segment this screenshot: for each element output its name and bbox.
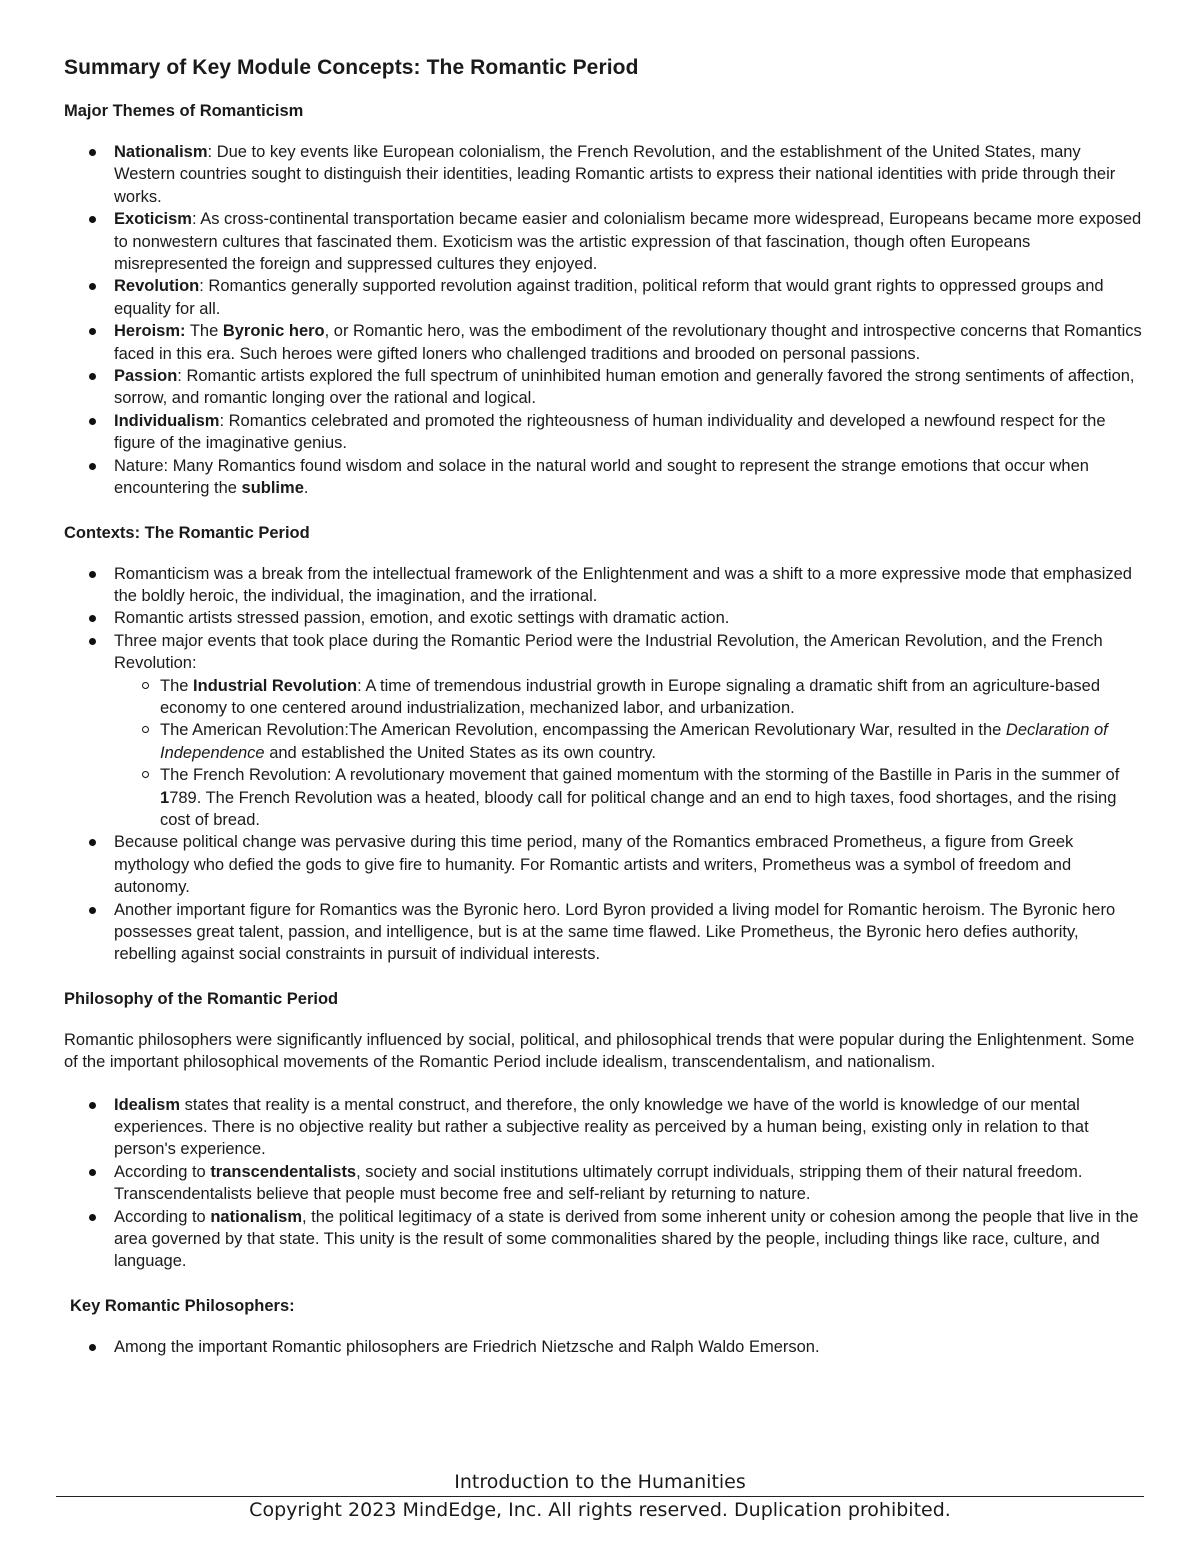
list-item: Nature: Many Romantics found wisdom and solace in the natural world and sought to represent the strange emotions that occur when encountering the sublime. [64, 455, 1144, 500]
list-item: Revolution: Romantics generally supported revolution against tradition, political reform that would grant rights to oppressed groups and equality for all. [64, 275, 1144, 320]
list-item: Passion: Romantic artists explored the full spectrum of uninhibited human emotion and generally favored the strong sentiments of affection, sorrow, and romantic longing over the rational and logical. [64, 365, 1144, 410]
document-page [64, 56, 1144, 1382]
term: Individualism [114, 411, 220, 430]
copyright-notice: Copyright 2023 MindEdge, Inc. All rights reserved. Duplication prohibited. [249, 1499, 951, 1521]
page-footer [56, 1470, 1144, 1523]
term: Industrial Revolution [193, 676, 358, 695]
list-item: Because political change was pervasive during this time period, many of the Romantics embraced Prometheus, a figure from Greek mythology who defied the gods to give fire to humanity. For Romantic artists and writers, Prometheus was a symbol of freedom and autonomy. [64, 831, 1144, 898]
term: transcendentalists [210, 1162, 357, 1181]
term: Idealism [114, 1095, 181, 1114]
contexts-list [64, 563, 1144, 966]
list-item: Individualism: Romantics celebrated and promoted the righteousness of human individuality and developed a newfound respect for the figure of the imaginative genius. [64, 410, 1144, 455]
philosophers-heading: Key Romantic Philosophers: [70, 1296, 295, 1315]
document-title: Summary of Key Module Concepts: The Romantic Period [64, 56, 639, 79]
philosophy-heading: Philosophy of the Romantic Period [64, 989, 339, 1008]
list-item: Exoticism: As cross-continental transportation became easier and colonialism became more widespread, Europeans became more exposed to nonwestern cultures that fascinated them. Exoticism was the artistic expression of that fascination, though often Europeans misrepresented the foreign and suppressed cultures they enjoyed. [64, 208, 1144, 275]
term: sublime [241, 479, 304, 498]
list-item: Three major events that took place during the Romantic Period were the Industrial Revolution, the American Revolution, and the French Revolution: The Industrial Revolution: A time of tremendous industrial growth in Europe signaling a dramatic shift from an agriculture-based economy to one centered around industrialization, mechanized labor, and urbanization. The American Revolution:The American Revolution, encompassing the American Revolutionary War, resulted in the Declaration of Independence and established the United States as its own country. The French Revolution: A revolutionary movement that gained momentum with the storming of the Bastille in Paris in the summer of 1789. The French Revolution was a heated, bloody call for political change and an end to high taxes, food shortages, and the rising cost of bread. [64, 630, 1144, 832]
list-item: The French Revolution: A revolutionary movement that gained momentum with the storming of the Bastille in Paris in the summer of 1789. The French Revolution was a heated, bloody call for political change and an end to high taxes, food shortages, and the rising cost of bread. [114, 764, 1144, 831]
course-title: Introduction to the Humanities [56, 1470, 1144, 1497]
philosophy-list [64, 1094, 1144, 1273]
list-item: Another important figure for Romantics was the Byronic hero. Lord Byron provided a living model for Romantic heroism. The Byronic hero possesses great talent, passion, and intelligence, but is at the same time flawed. Like Prometheus, the Byronic hero defies authority, rebelling against social constraints in pursuit of individual interests. [64, 899, 1144, 966]
list-item: Romantic artists stressed passion, emotion, and exotic settings with dramatic action. [64, 607, 1144, 629]
list-item: Heroism: The Byronic hero, or Romantic hero, was the embodiment of the revolutionary thought and introspective concerns that Romantics faced in this era. Such heroes were gifted loners who challenged traditions and brooded on personal passions. [64, 320, 1144, 365]
philosophy-intro: Romantic philosophers were significantly influenced by social, political, and philosophical trends that were popular during the Enlightenment. Some of the important philosophical movements of the Romantic Period include idealism, transcendentalism, and nationalism. [64, 1030, 1135, 1072]
list-item: Idealism states that reality is a mental construct, and therefore, the only knowledge we have of the world is knowledge of our mental experiences. There is no objective reality but rather a subjective reality as perceived by a human being, existing only in relation to that person's experience. [64, 1094, 1144, 1161]
term: Revolution [114, 277, 200, 296]
term: nationalism [210, 1207, 302, 1226]
contexts-heading: Contexts: The Romantic Period [64, 523, 310, 542]
term: Passion [114, 367, 178, 386]
term: Heroism: [114, 322, 186, 341]
list-item: According to nationalism, the political legitimacy of a state is derived from some inherent unity or cohesion among the people that live in the area governed by that state. This unity is the result of some commonalities shared by the people, including things like race, culture, and language. [64, 1206, 1144, 1273]
themes-list [64, 141, 1144, 500]
list-item: Among the important Romantic philosophers are Friedrich Nietzsche and Ralph Waldo Emerson. [64, 1336, 1144, 1358]
list-item: According to transcendentalists, society and social institutions ultimately corrupt individuals, stripping them of their natural freedom. Transcendentalists believe that people must become free and self-reliant by returning to nature. [64, 1161, 1144, 1206]
list-item: Nationalism: Due to key events like European colonialism, the French Revolution, and the establishment of the United States, many Western countries sought to distinguish their identities, leading Romantic artists to express their national identities with pride through their works. [64, 141, 1144, 208]
list-item: The American Revolution:The American Revolution, encompassing the American Revolutionary War, resulted in the Declaration of Independence and established the United States as its own country. [114, 719, 1144, 764]
philosophers-list [64, 1336, 1144, 1358]
italic-title: Declaration of Independence [160, 721, 1108, 762]
term: Exoticism [114, 210, 192, 229]
events-list [114, 675, 1144, 832]
list-item: Romanticism was a break from the intellectual framework of the Enlightenment and was a shift to a more expressive mode that emphasized the boldly heroic, the individual, the imagination, and the irrational. [64, 563, 1144, 608]
term: Byronic hero [222, 322, 325, 341]
term: Nationalism [114, 143, 208, 161]
list-item: The Industrial Revolution: A time of tremendous industrial growth in Europe signaling a dramatic shift from an agriculture-based economy to one centered around industrialization, mechanized labor, and urbanization. [114, 675, 1144, 720]
themes-heading: Major Themes of Romanticism [64, 102, 304, 120]
